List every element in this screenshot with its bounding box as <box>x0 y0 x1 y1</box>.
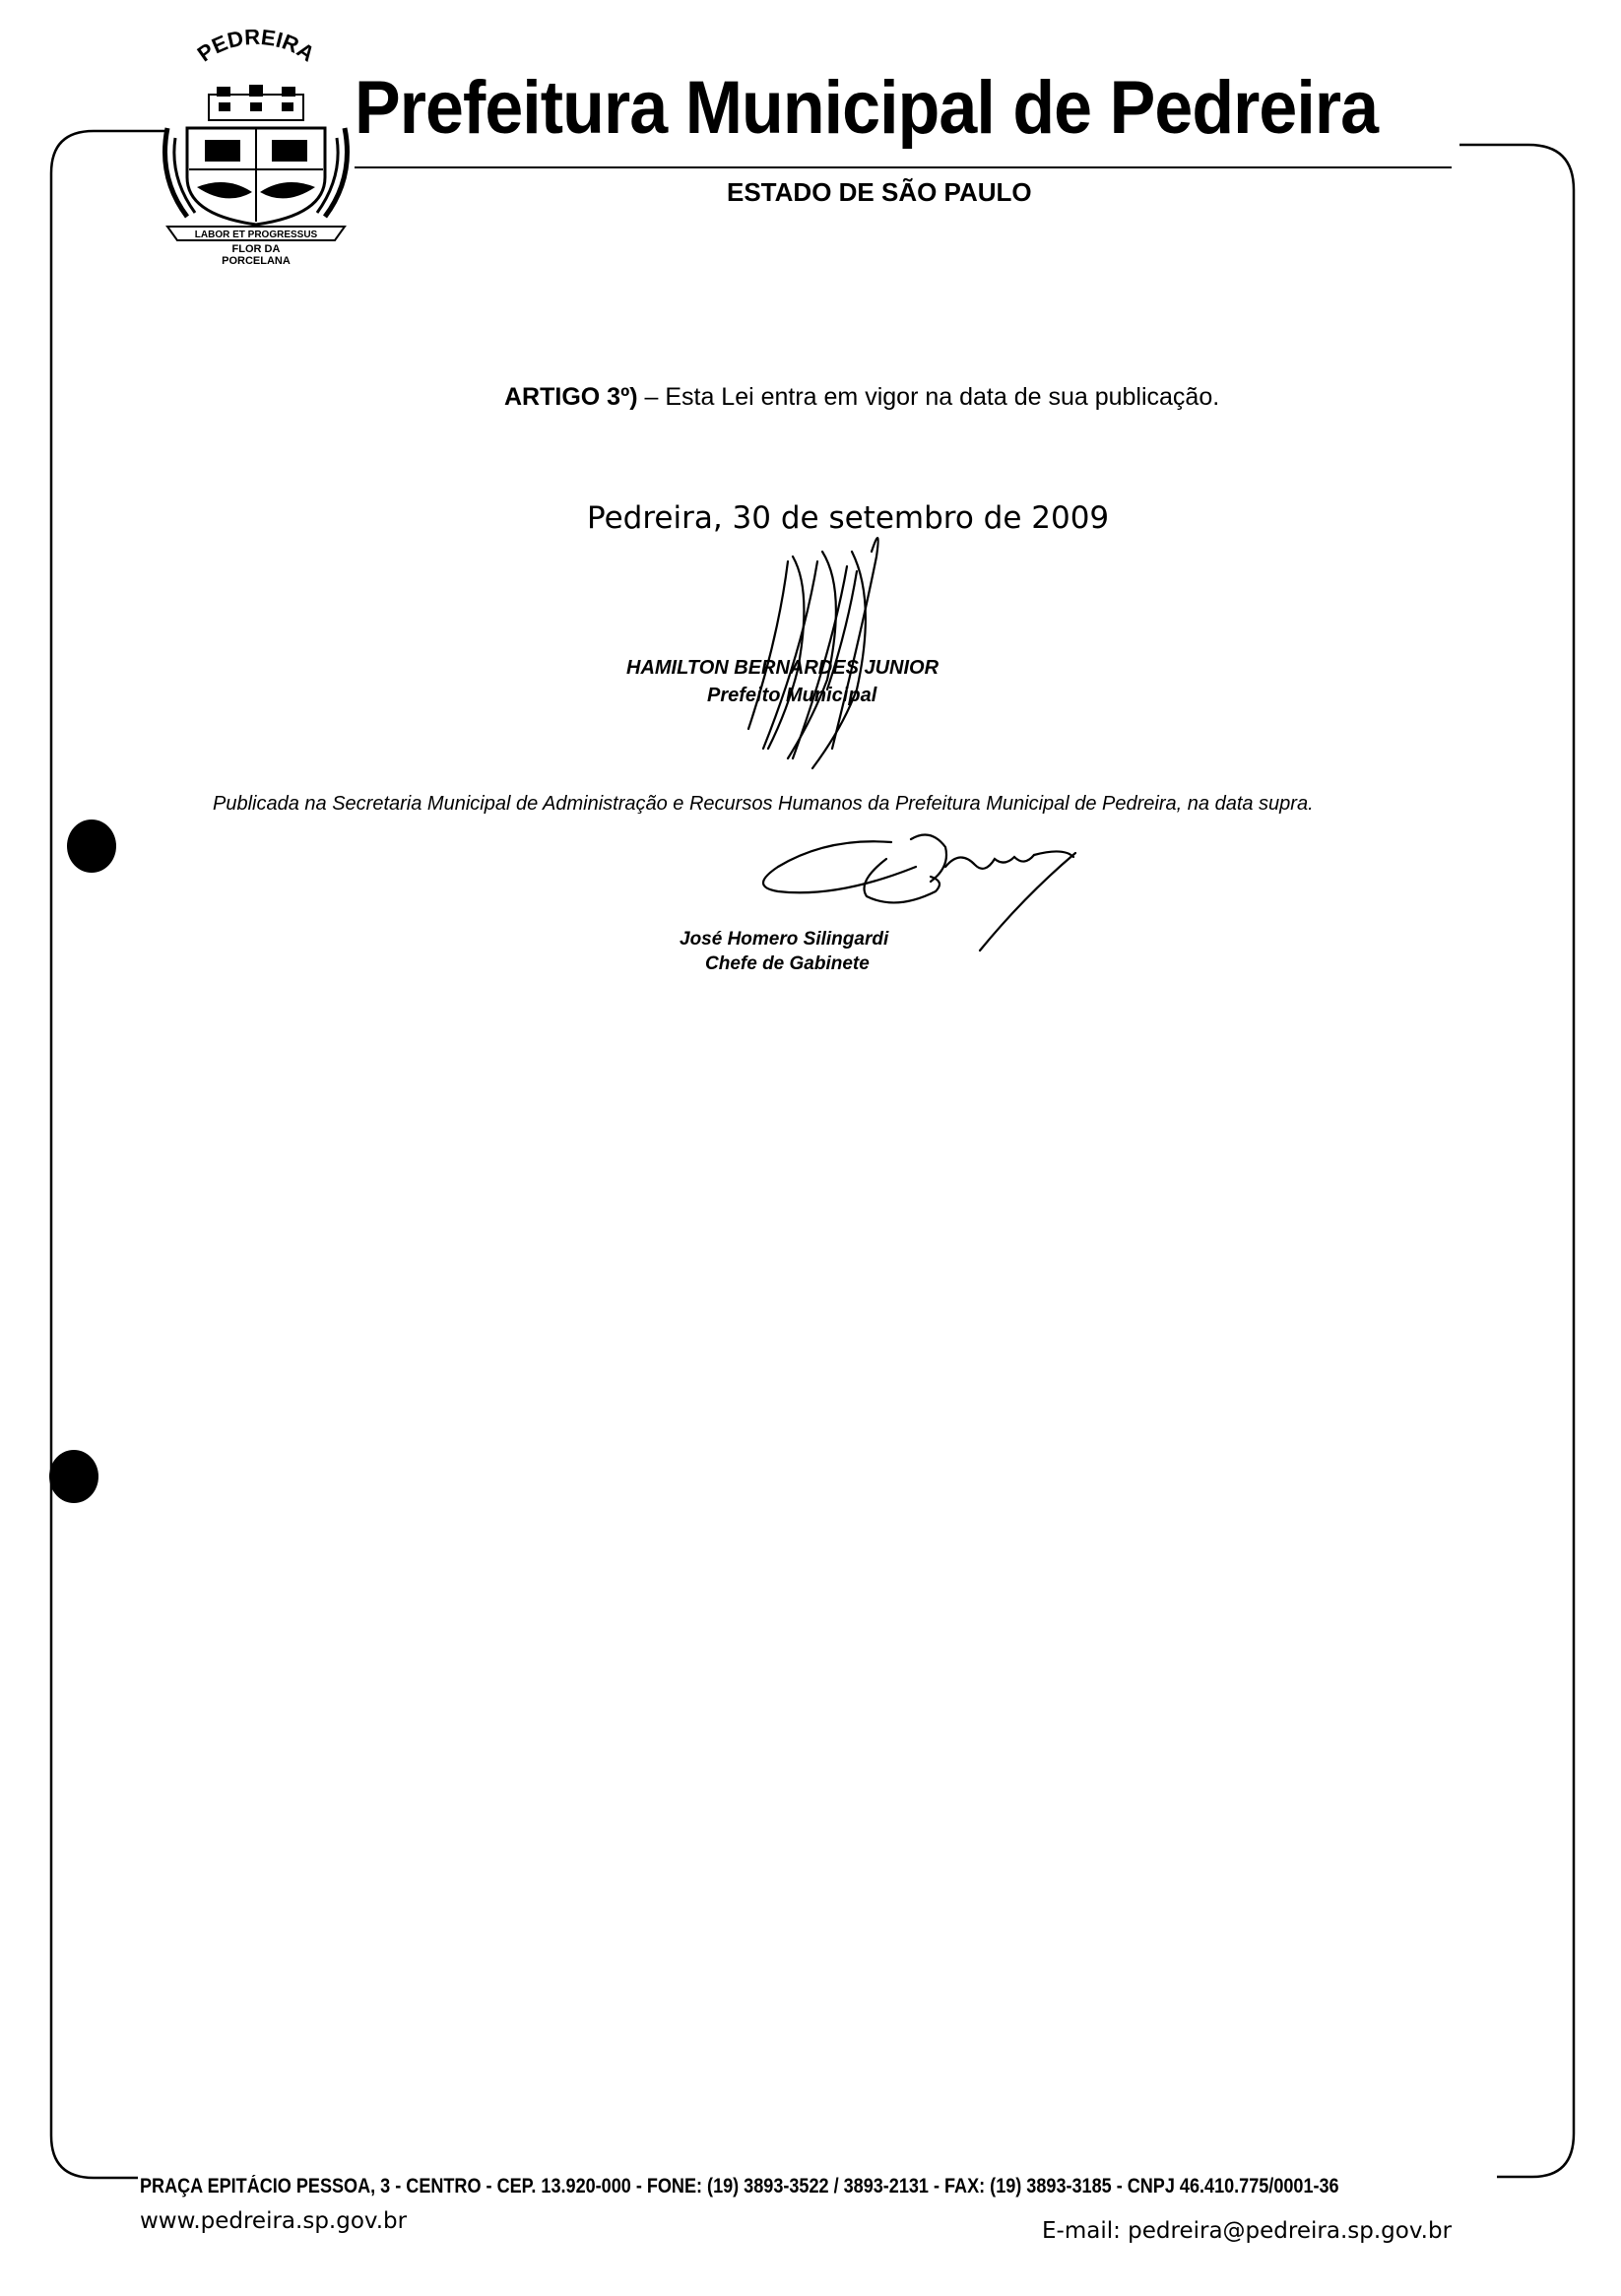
municipal-seal-icon <box>148 30 364 266</box>
footer-website-link[interactable]: www.pedreira.sp.gov.br <box>140 2208 408 2234</box>
mayor-name: HAMILTON BERNARDES JUNIOR <box>626 657 940 679</box>
footer-address: PRAÇA EPITÁCIO PESSOA, 3 - CENTRO - CEP. 13.920-000 - FONE: (19) 3893-3522 / 3893-2131 - FAX: (19) 3893-3185 - CNPJ 46.410.775/0001-36 <box>140 2175 1339 2198</box>
seal-motto: LABOR ET PROGRESSUS <box>194 230 318 240</box>
date-line: Pedreira, 30 de setembro de 2009 <box>587 500 1110 536</box>
chief-name: José Homero Silingardi <box>680 929 889 950</box>
article-label: ARTIGO 3º) <box>504 383 638 411</box>
seal-porcelain-label: PORCELANA <box>222 255 291 266</box>
seal-city-name: PEDREIRA <box>192 30 320 67</box>
footer-email-link[interactable]: E-mail: pedreira@pedreira.sp.gov.br <box>1042 2218 1453 2244</box>
punch-hole-mark <box>49 1450 98 1503</box>
publication-note: Publicada na Secretaria Municipal de Administração e Recursos Humanos da Prefeitura Municipal de Pedreira, na data supra. <box>213 793 1314 815</box>
chief-role: Chefe de Gabinete <box>705 953 870 974</box>
state-subtitle: ESTADO DE SÃO PAULO <box>727 177 1032 207</box>
punch-hole-mark <box>67 820 116 873</box>
page-title: Prefeitura Municipal de Pedreira <box>355 66 1379 150</box>
article-text: – Esta Lei entra em vigor na data de sua publicação. <box>637 383 1220 411</box>
seal-flower-label: FLOR DA <box>231 243 281 255</box>
article-paragraph <box>504 383 1219 412</box>
svg-text:PEDREIRA <box>193 30 320 66</box>
mayor-role: Prefeito Municipal <box>707 685 877 706</box>
